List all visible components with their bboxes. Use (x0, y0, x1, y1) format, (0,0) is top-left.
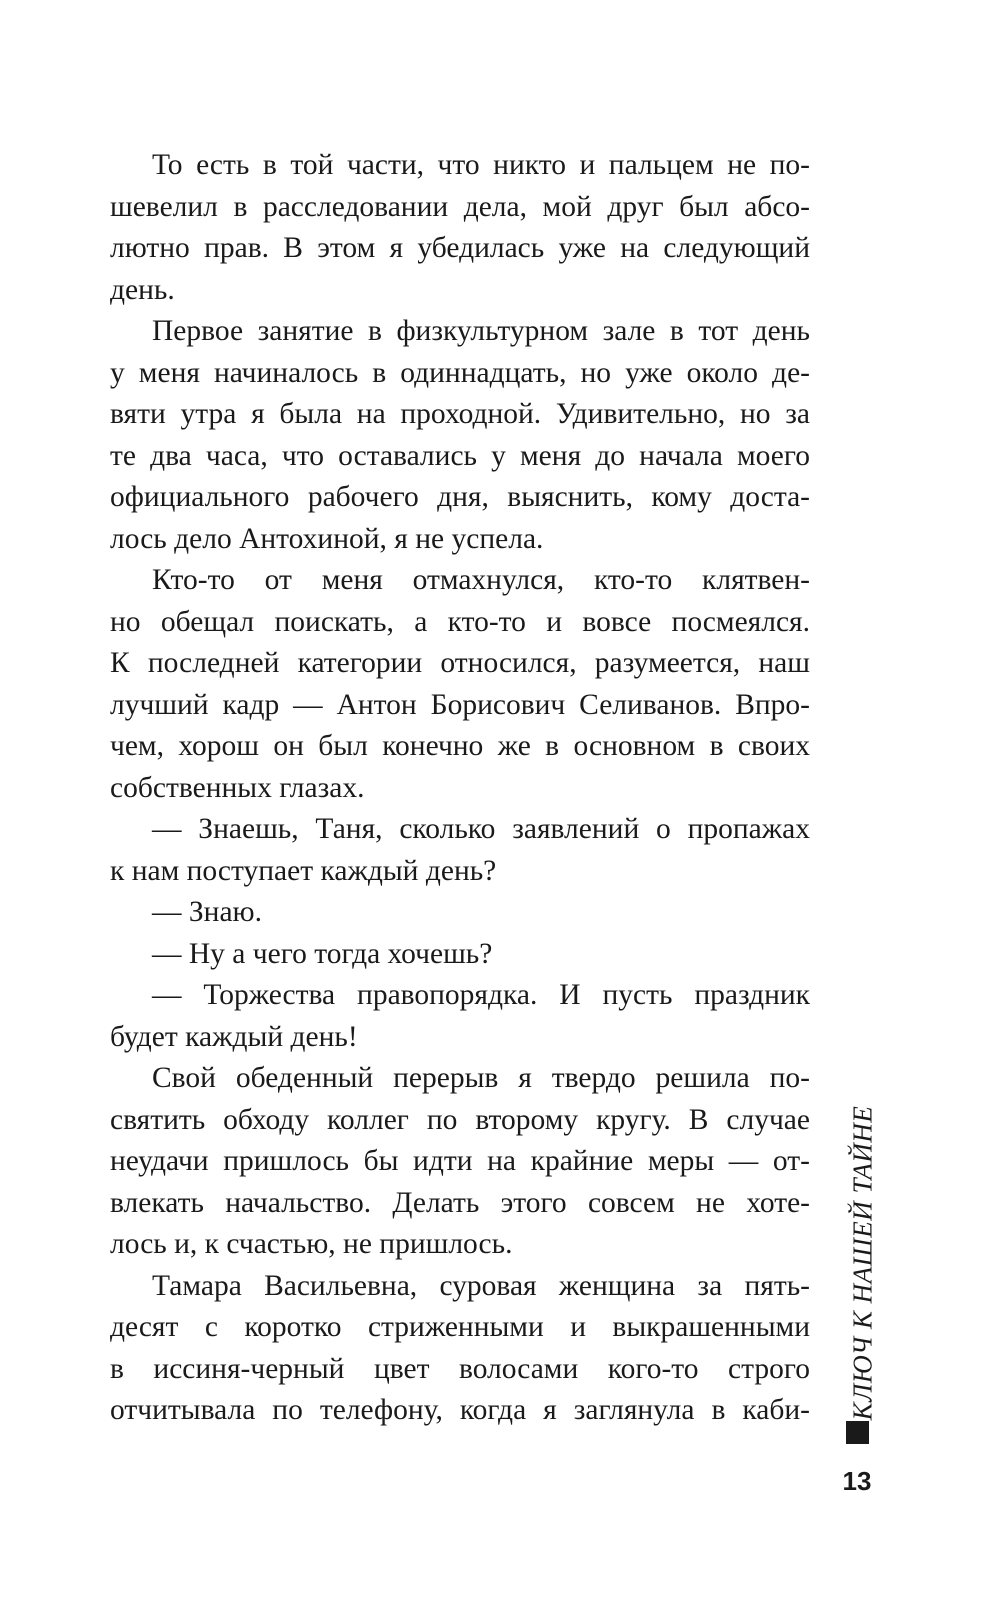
page-body (110, 145, 810, 1432)
text-line: Кто-то от меня отмахнулся, кто-то клятвен- (152, 564, 810, 596)
text-line: святить обходу коллег по второму кругу. В случае (110, 1103, 810, 1136)
text-line: лось и, к счастью, не пришлось. (110, 1228, 513, 1260)
running-title (845, 1105, 881, 1421)
text-line: но обещал поискать, а кто-то и вовсе посмеялся. (110, 605, 810, 638)
paragraph (110, 145, 810, 311)
text-line: — Ну а чего тогда хочешь? (152, 937, 493, 970)
text-line: в иссиня-черный цвет волосами кого-то строго (110, 1352, 810, 1385)
text-line: будет каждый день! (110, 1020, 358, 1053)
text-line: — Знаю. (152, 896, 262, 928)
text-line: вяти утра я была на проходной. Удивительно, но за (110, 398, 810, 430)
text-line: чем, хорош он был конечно же в основном в своих (110, 730, 810, 762)
text-line: неудачи пришлось бы идти на крайние меры — от- (110, 1145, 810, 1177)
text-line: Свой обеденный перерыв я твердо решила по- (152, 1062, 810, 1094)
text-line: собственных глазах. (110, 771, 365, 804)
text-line: К последней категории относился, разумеется, наш (110, 647, 810, 679)
text-line: у меня начиналось в одиннадцать, но уже около де- (110, 356, 810, 389)
text-line: отчитывала по телефону, когда я заглянула в каби- (110, 1394, 810, 1426)
dialogue-paragraph (110, 975, 810, 1058)
text-line: Первое занятие в физкультурном зале в тот день (152, 315, 810, 347)
text-line: лучший кадр — Антон Борисович Селиванов. Впро- (110, 688, 810, 721)
text-line: к нам поступает каждый день? (110, 854, 497, 887)
dialogue-paragraph (110, 934, 810, 976)
text-line: лось дело Антохиной, я не успела. (110, 522, 544, 555)
running-title-text: КЛЮЧ К НАШЕЙ ТАЙНЕ (847, 1105, 878, 1421)
dialogue-paragraph (110, 892, 810, 934)
square-marker-icon (846, 1421, 869, 1444)
paragraph (110, 311, 810, 560)
dialogue-paragraph (110, 809, 810, 892)
text-line: Тамара Васильевна, суровая женщина за пять- (152, 1269, 810, 1302)
text-line: официального рабочего дня, выяснить, кому доста- (110, 481, 810, 513)
paragraph (110, 560, 810, 809)
text-line: — Знаешь, Таня, сколько заявлений о пропажах (152, 813, 810, 845)
text-line: — Торжества правопорядка. И пусть праздник (152, 979, 810, 1011)
text-line: То есть в той части, что никто и пальцем не по- (152, 149, 810, 181)
paragraph (110, 1058, 810, 1266)
text-line: шевелил в расследовании дела, мой друг был абсо- (110, 190, 810, 223)
text-line: влекать начальство. Делать этого совсем не хоте- (110, 1186, 810, 1219)
page-number: 13 (842, 1466, 872, 1496)
text-line: те два часа, что оставались у меня до начала моего (110, 439, 810, 472)
text-line: день. (110, 273, 175, 306)
text-line: десят с коротко стриженными и выкрашенными (110, 1311, 810, 1343)
text-line: лютно прав. В этом я убедилась уже на следующий (110, 232, 810, 264)
paragraph (110, 1266, 810, 1432)
